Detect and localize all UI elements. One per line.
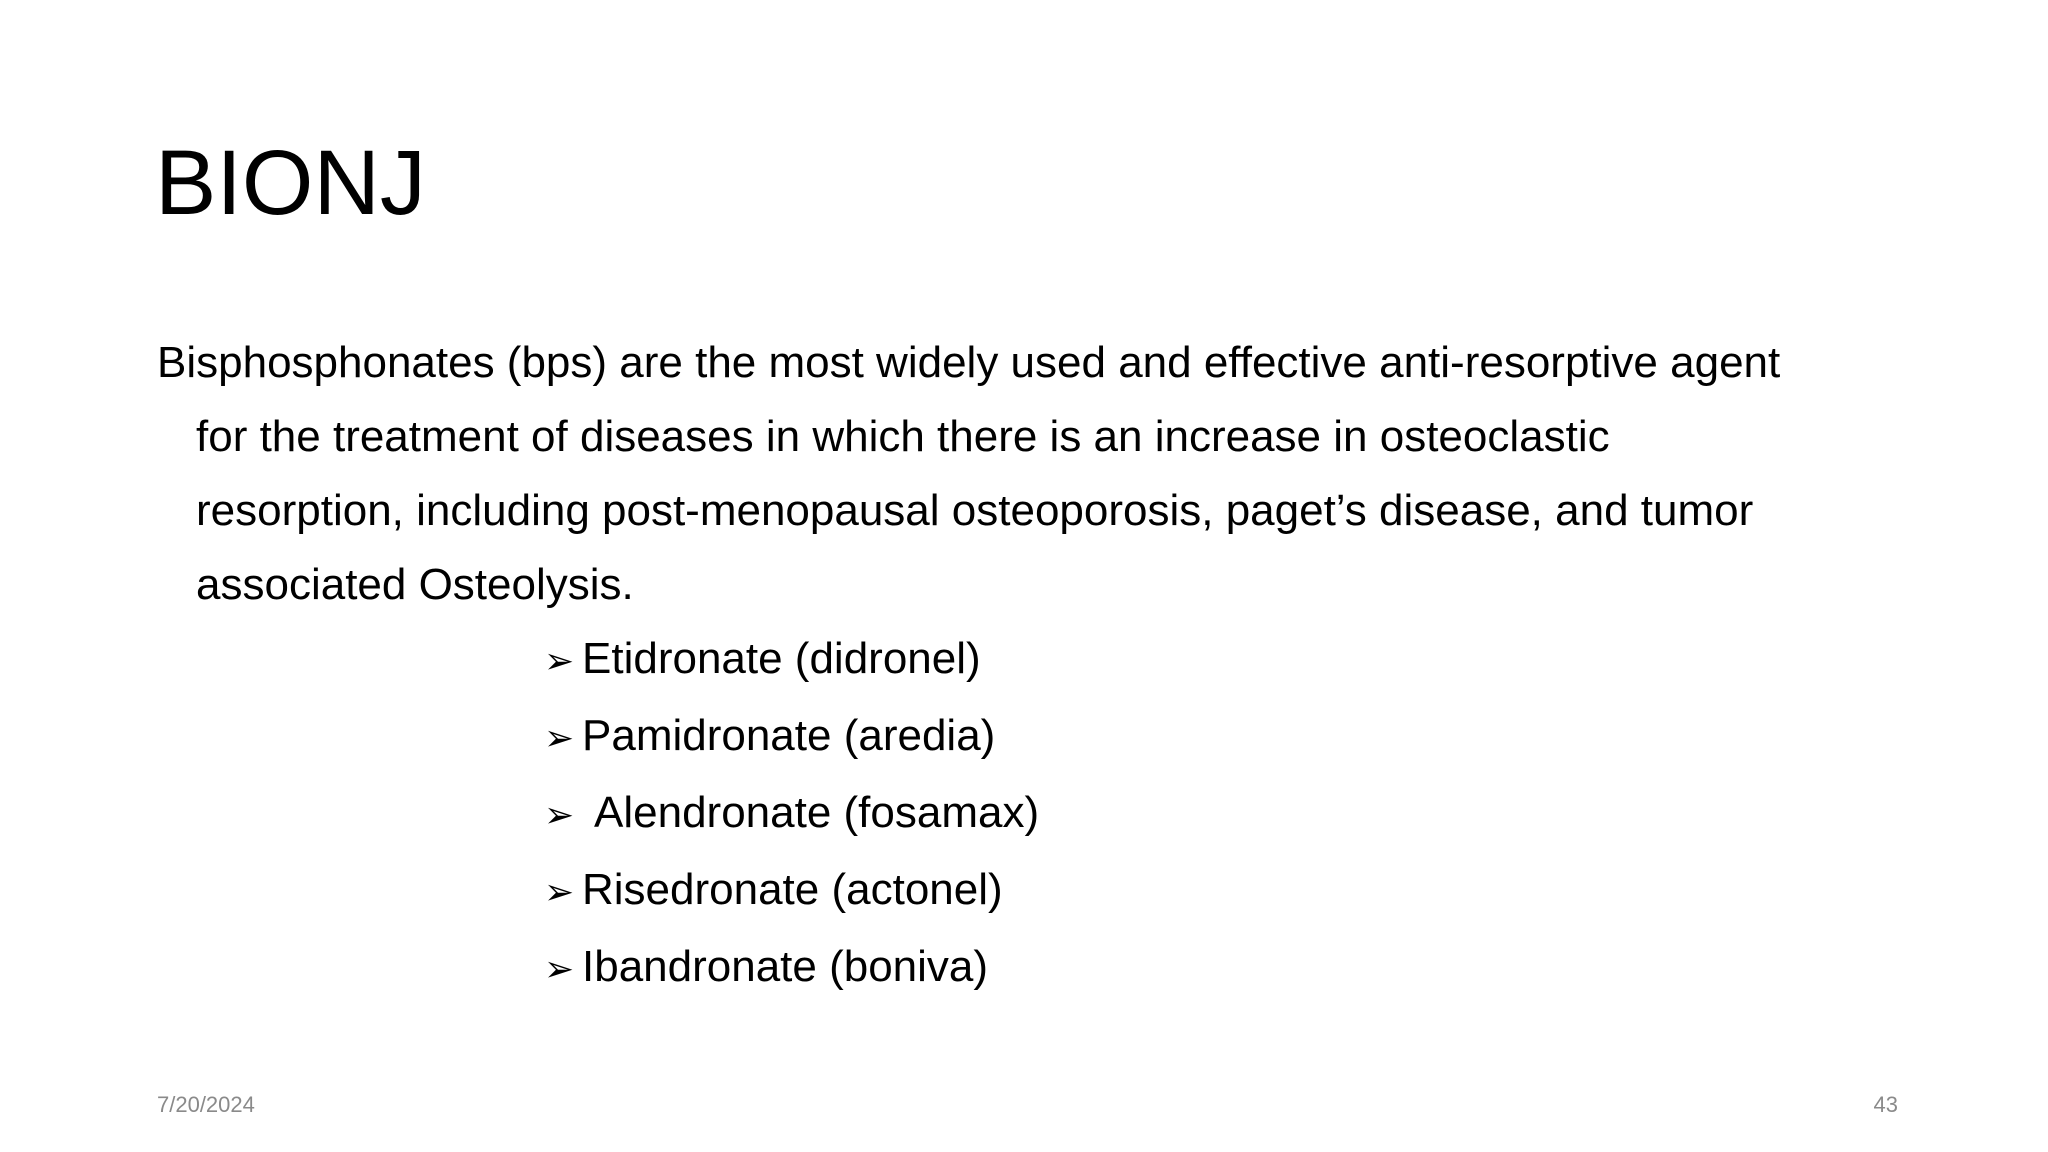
arrow-bullet-icon: ➢ <box>544 949 575 990</box>
list-item-text: Etidronate (didronel) <box>582 634 981 683</box>
list-item <box>544 853 1039 930</box>
drug-list <box>544 622 1039 1007</box>
arrow-bullet-icon: ➢ <box>544 641 575 682</box>
list-item <box>544 776 1039 853</box>
arrow-bullet-icon: ➢ <box>544 718 575 759</box>
arrow-bullet-icon: ➢ <box>544 872 575 913</box>
paragraph-line: for the treatment of diseases in which there is an increase in osteoclastic <box>196 412 1610 461</box>
footer-date: 7/20/2024 <box>157 1092 255 1117</box>
paragraph-line: resorption, including post-menopausal osteoporosis, paget’s disease, and tumor <box>196 486 1754 535</box>
slide-title: BIONJ <box>155 132 426 234</box>
list-item-text: Ibandronate (boniva) <box>582 942 989 991</box>
list-item <box>544 930 1039 1007</box>
list-item-text: Alendronate (fosamax) <box>594 788 1040 837</box>
list-item <box>544 699 1039 776</box>
arrow-bullet-icon: ➢ <box>544 795 575 836</box>
paragraph-line: Bisphosphonates (bps) are the most widely used and effective anti-resorptive agent <box>157 338 1781 387</box>
list-item-text: Pamidronate (aredia) <box>582 711 996 760</box>
slide-number: 43 <box>1873 1092 1898 1117</box>
list-item-text: Risedronate (actonel) <box>582 865 1003 914</box>
list-item <box>544 622 1039 699</box>
paragraph-line: associated Osteolysis. <box>196 560 634 609</box>
slide-paragraph <box>157 326 1957 622</box>
